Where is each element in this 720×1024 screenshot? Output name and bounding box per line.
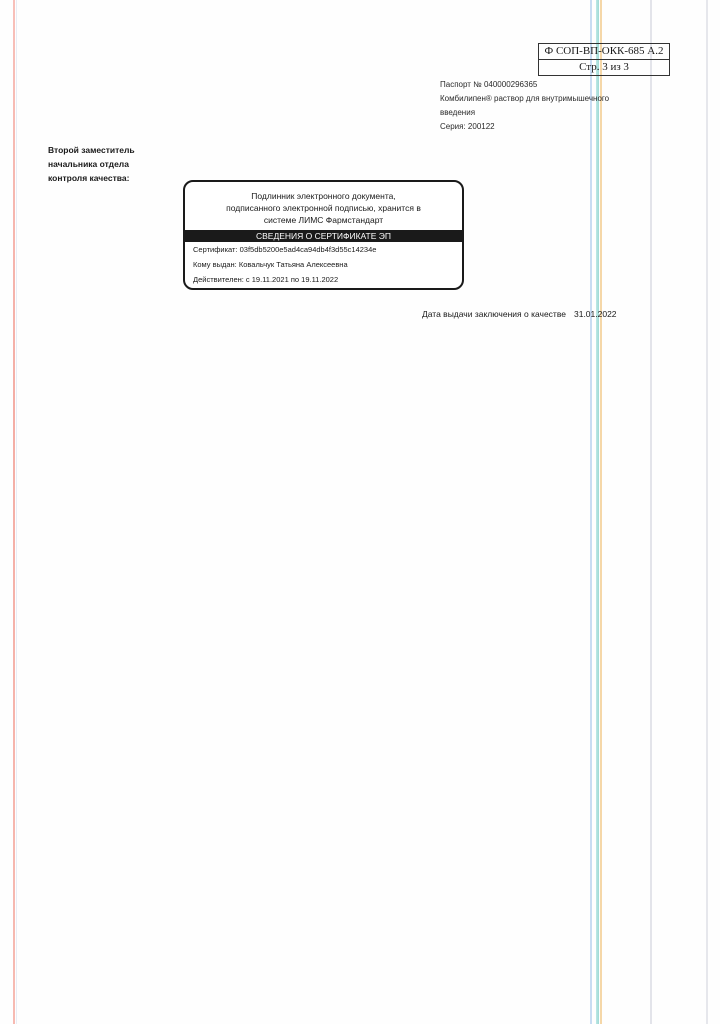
- signer-title-line: контроля качества:: [48, 173, 130, 183]
- certificate-validity: Действителен: с 19.11.2021 по 19.11.2022: [193, 275, 339, 284]
- form-code-table: [538, 43, 670, 76]
- certificate-id: Сертификат: 03f5db5200e5ad4ca94db4f3d55c14234e: [193, 245, 377, 254]
- issue-date-value: 31.01.2022: [573, 309, 617, 319]
- series-number: Серия: 200122: [440, 122, 495, 131]
- certificate-owner: Кому выдан: Ковальчук Татьяна Алексеевна: [193, 260, 348, 269]
- scan-artifact-stripe: [706, 0, 708, 1024]
- scan-artifact-stripe: [650, 0, 652, 1024]
- esignature-notice-line: подписанного электронной подписью, хранится в: [226, 203, 421, 213]
- signer-title: [48, 143, 135, 185]
- page-info: Стр. 3 из 3: [579, 61, 629, 73]
- esignature-notice: [185, 190, 462, 226]
- form-code: Ф СОП-ВП-ОКК-685 А.2: [539, 44, 669, 60]
- certificate-info-header: СВЕДЕНИЯ О СЕРТИФИКАТЕ ЭП: [185, 230, 462, 242]
- esignature-stamp: [183, 180, 464, 290]
- issue-date: [422, 309, 617, 319]
- scan-artifact-stripe: [596, 0, 599, 1024]
- esignature-notice-line: Подлинник электронного документа,: [251, 191, 396, 201]
- issue-date-label: Дата выдачи заключения о качестве: [422, 309, 566, 319]
- signer-title-line: начальника отдела: [48, 159, 129, 169]
- passport-number: Паспорт № 040000296365: [440, 80, 538, 89]
- scan-artifact-stripe: [16, 0, 17, 1024]
- esignature-notice-line: системе ЛИМС Фармстандарт: [263, 215, 384, 225]
- scan-artifact-stripe: [600, 0, 602, 1024]
- scan-artifact-stripe: [590, 0, 592, 1024]
- scan-artifact-stripe: [13, 0, 15, 1024]
- product-name-line-2: введения: [440, 108, 476, 117]
- signer-title-line: Второй заместитель: [48, 145, 135, 155]
- passport-info: [440, 78, 609, 134]
- product-name-line-1: Комбилипен® раствор для внутримышечного: [440, 94, 610, 103]
